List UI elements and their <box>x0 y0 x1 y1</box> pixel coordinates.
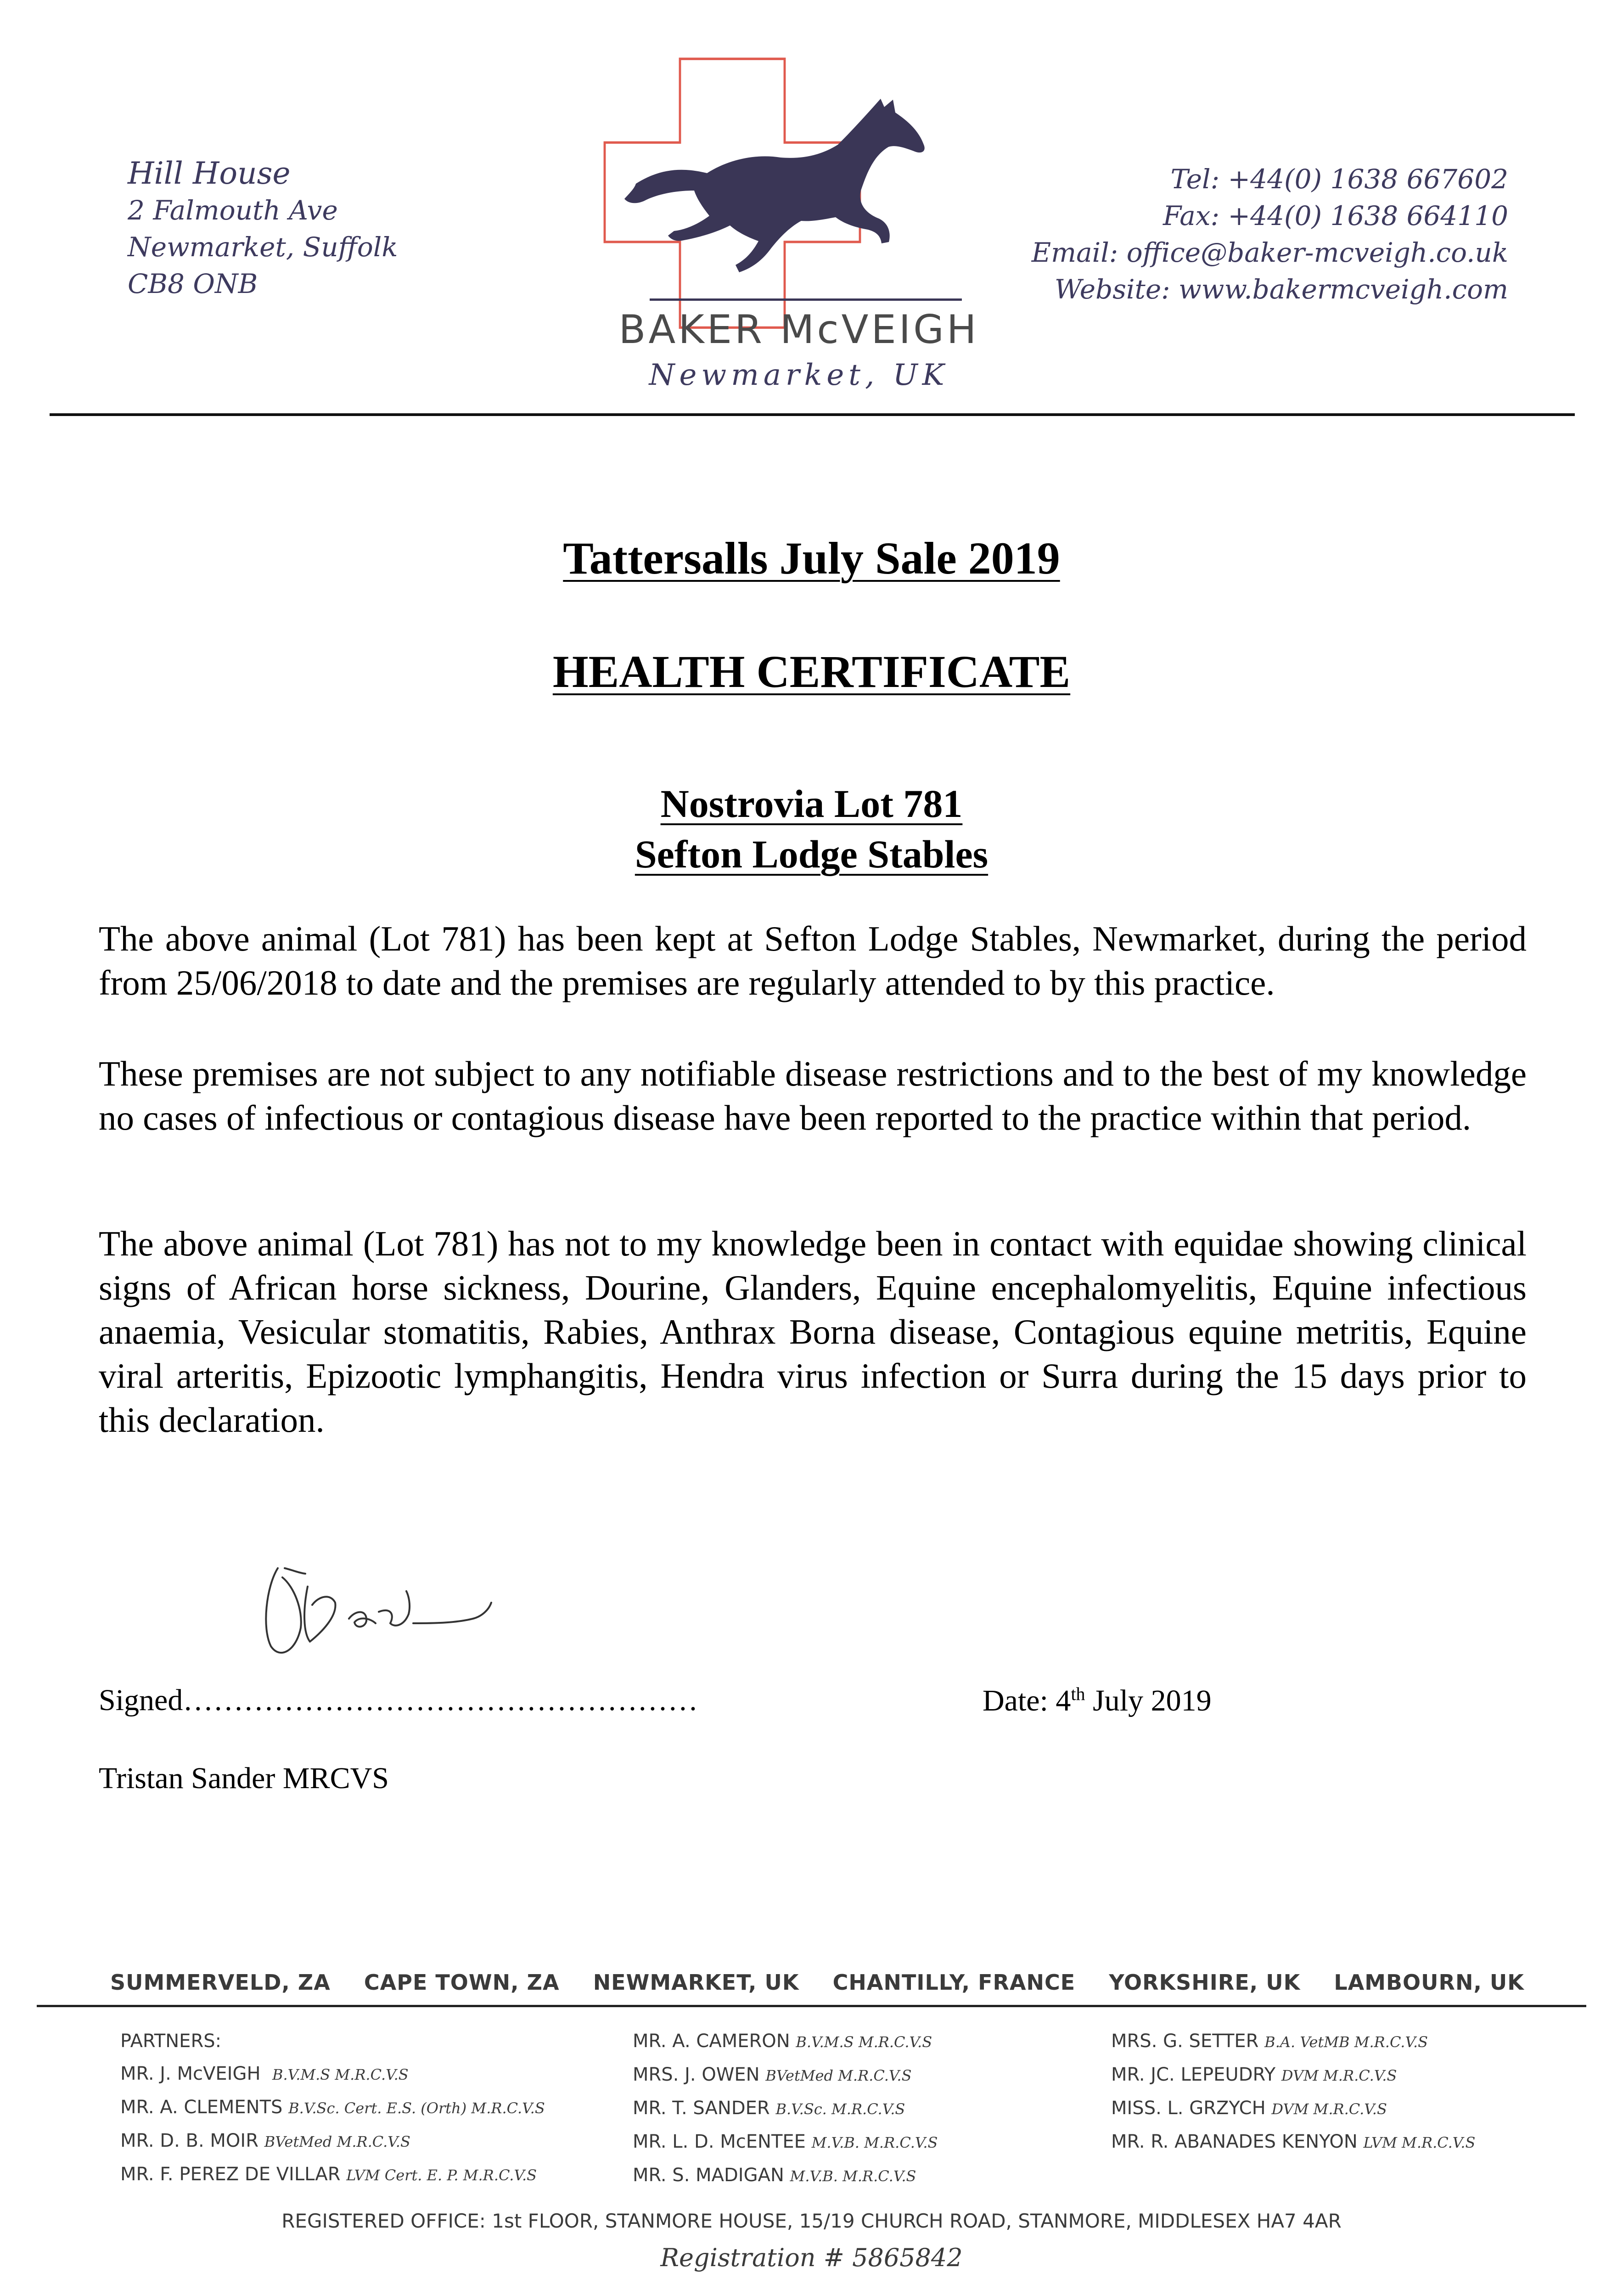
partner-name: MR. R. ABANADES KENYON <box>1111 2131 1358 2152</box>
partner-name: MR. L. D. McENTEE <box>633 2131 806 2152</box>
partner-name: MR. J. McVEIGH <box>120 2063 261 2084</box>
partner-quals: BVetMed M.R.C.V.S <box>765 2067 912 2084</box>
partner-entry <box>120 2158 545 2192</box>
sale-title: Tattersalls July Sale 2019 <box>563 533 1060 584</box>
galloping-horse-icon <box>624 99 925 272</box>
partner-entry <box>1111 2092 1475 2126</box>
address-line: Newmarket, Suffolk <box>128 231 398 263</box>
registered-office: REGISTERED OFFICE: 1st FLOOR, STANMORE HOUSE, 15/19 CHURCH ROAD, STANMORE, MIDDLESEX HA7 4AR <box>281 2210 1342 2232</box>
location-item: CAPE TOWN, ZA <box>364 1970 560 1995</box>
partners-heading: PARTNERS: <box>120 2031 222 2052</box>
partner-entry <box>633 2159 938 2193</box>
address-line: CB8 ONB <box>128 268 258 299</box>
partner-quals: BVetMed M.R.C.V.S <box>264 2133 410 2150</box>
paragraph-premises: The above animal (Lot 781) has been kept at Sefton Lodge Stables, Newmarket, during the period from 25/06/2018 to date and the premises are regularly attended to by this practice. <box>99 919 1527 1002</box>
partner-quals: LVM Cert. E. P. M.R.C.V.S <box>346 2167 537 2184</box>
signed-line: Signed…………………………………………… <box>99 1683 698 1717</box>
partner-name: MRS. G. SETTER <box>1111 2031 1259 2052</box>
stables-name: Sefton Lodge Stables <box>635 832 988 876</box>
address-line: 2 Falmouth Ave <box>128 195 338 226</box>
date-rest: July 2019 <box>1085 1684 1212 1717</box>
location-item: LAMBOURN, UK <box>1334 1970 1524 1995</box>
practice-address <box>128 155 398 302</box>
partner-entry <box>633 2126 938 2159</box>
partner-entry <box>633 2025 938 2059</box>
partner-quals: LVM M.R.C.V.S <box>1363 2134 1476 2151</box>
contact-fax: Fax: +44(0) 1638 664110 <box>1162 200 1508 231</box>
partner-name: MR. D. B. MOIR <box>120 2130 258 2151</box>
partner-entry <box>633 2092 938 2126</box>
logo-underline <box>650 298 962 301</box>
document-title: HEALTH CERTIFICATE <box>552 646 1071 697</box>
partners-column-1 <box>120 2025 545 2192</box>
partner-entry <box>120 2091 545 2125</box>
location-item: CHANTILLY, FRANCE <box>832 1970 1076 1995</box>
signatory-name: Tristan Sander MRCVS <box>99 1761 389 1795</box>
address-line: Hill House <box>128 156 291 191</box>
partner-quals: B.A. VetMB M.R.C.V.S <box>1264 2033 1428 2051</box>
location-item: NEWMARKET, UK <box>593 1970 799 1995</box>
footer-divider <box>37 2005 1586 2007</box>
partner-quals: B.V.M.S M.R.C.V.S <box>272 2066 409 2083</box>
contact-email: Email: office@baker-mcveigh.co.uk <box>1031 237 1508 268</box>
date-label: Date: 4 <box>983 1684 1071 1717</box>
header-divider <box>50 413 1575 416</box>
partner-quals: B.V.Sc. Cert. E.S. (Orth) M.R.C.V.S <box>288 2099 545 2117</box>
partner-entry <box>120 2125 545 2158</box>
location-item: SUMMERVELD, ZA <box>110 1970 331 1995</box>
partner-name: MR. A. CAMERON <box>633 2031 790 2052</box>
registration-number: Registration # 5865842 <box>660 2243 963 2272</box>
partner-name: MRS. J. OWEN <box>633 2064 760 2085</box>
partner-quals: DVM M.R.C.V.S <box>1271 2100 1387 2118</box>
partner-name: MR. T. SANDER <box>633 2098 770 2119</box>
baker-mcveigh-logo <box>592 53 1015 411</box>
partner-entry <box>1111 2025 1475 2059</box>
partner-quals: M.V.B. M.R.C.V.S <box>811 2134 938 2151</box>
partner-entry <box>1111 2126 1475 2159</box>
brand-name: BAKER McVEIGH <box>618 307 979 353</box>
contact-website: Website: www.bakermcveigh.com <box>1054 274 1508 305</box>
partner-name: MISS. L. GRZYCH <box>1111 2098 1266 2119</box>
partner-entry <box>1111 2059 1475 2092</box>
partner-quals: B.V.M.S M.R.C.V.S <box>796 2033 932 2051</box>
horse-lot: Nostrovia Lot 781 <box>660 782 963 826</box>
partner-quals: B.V.Sc. M.R.C.V.S <box>775 2100 905 2118</box>
partners-column-3 <box>1111 2025 1475 2159</box>
partner-name: MR. S. MADIGAN <box>633 2165 784 2186</box>
partner-entry <box>120 2058 545 2091</box>
office-locations <box>110 1970 1524 1995</box>
handwritten-signature <box>257 1559 523 1678</box>
partner-quals: DVM M.R.C.V.S <box>1281 2067 1397 2084</box>
paragraph-restrictions: These premises are not subject to any notifiable disease restrictions and to the best of my knowledge no cases of infectious or contagious disease have been reported to the practice within that period. <box>99 1054 1527 1137</box>
partner-entry <box>633 2059 938 2092</box>
partner-quals: M.V.B. M.R.C.V.S <box>790 2167 916 2185</box>
partner-name: MR. JC. LEPEUDRY <box>1111 2064 1276 2085</box>
date-ordinal: th <box>1071 1683 1085 1704</box>
partners-column-2 <box>633 2025 938 2193</box>
certificate-date <box>983 1683 1212 1718</box>
partner-name: MR. A. CLEMENTS <box>120 2097 283 2118</box>
brand-location: Newmarket, UK <box>649 358 949 392</box>
contact-tel: Tel: +44(0) 1638 667602 <box>1170 163 1508 195</box>
paragraph-disease-contact: The above animal (Lot 781) has not to my knowledge been in contact with equidae showing clinical signs of African horse sickness, Dourine, Glanders, Equine encephalomyelitis, Equine infectious anaemia, Vesicular stomatitis, Rabies, Anthrax Borna disease, Contagious equine metritis, Equine viral arteritis, Epizootic lymphangitis, Hendra virus infection or Surra during the 15 days prior to this declaration. <box>99 1224 1527 1440</box>
practice-contact <box>1032 161 1508 308</box>
partner-name: MR. F. PEREZ DE VILLAR <box>120 2164 341 2185</box>
location-item: YORKSHIRE, UK <box>1109 1970 1301 1995</box>
